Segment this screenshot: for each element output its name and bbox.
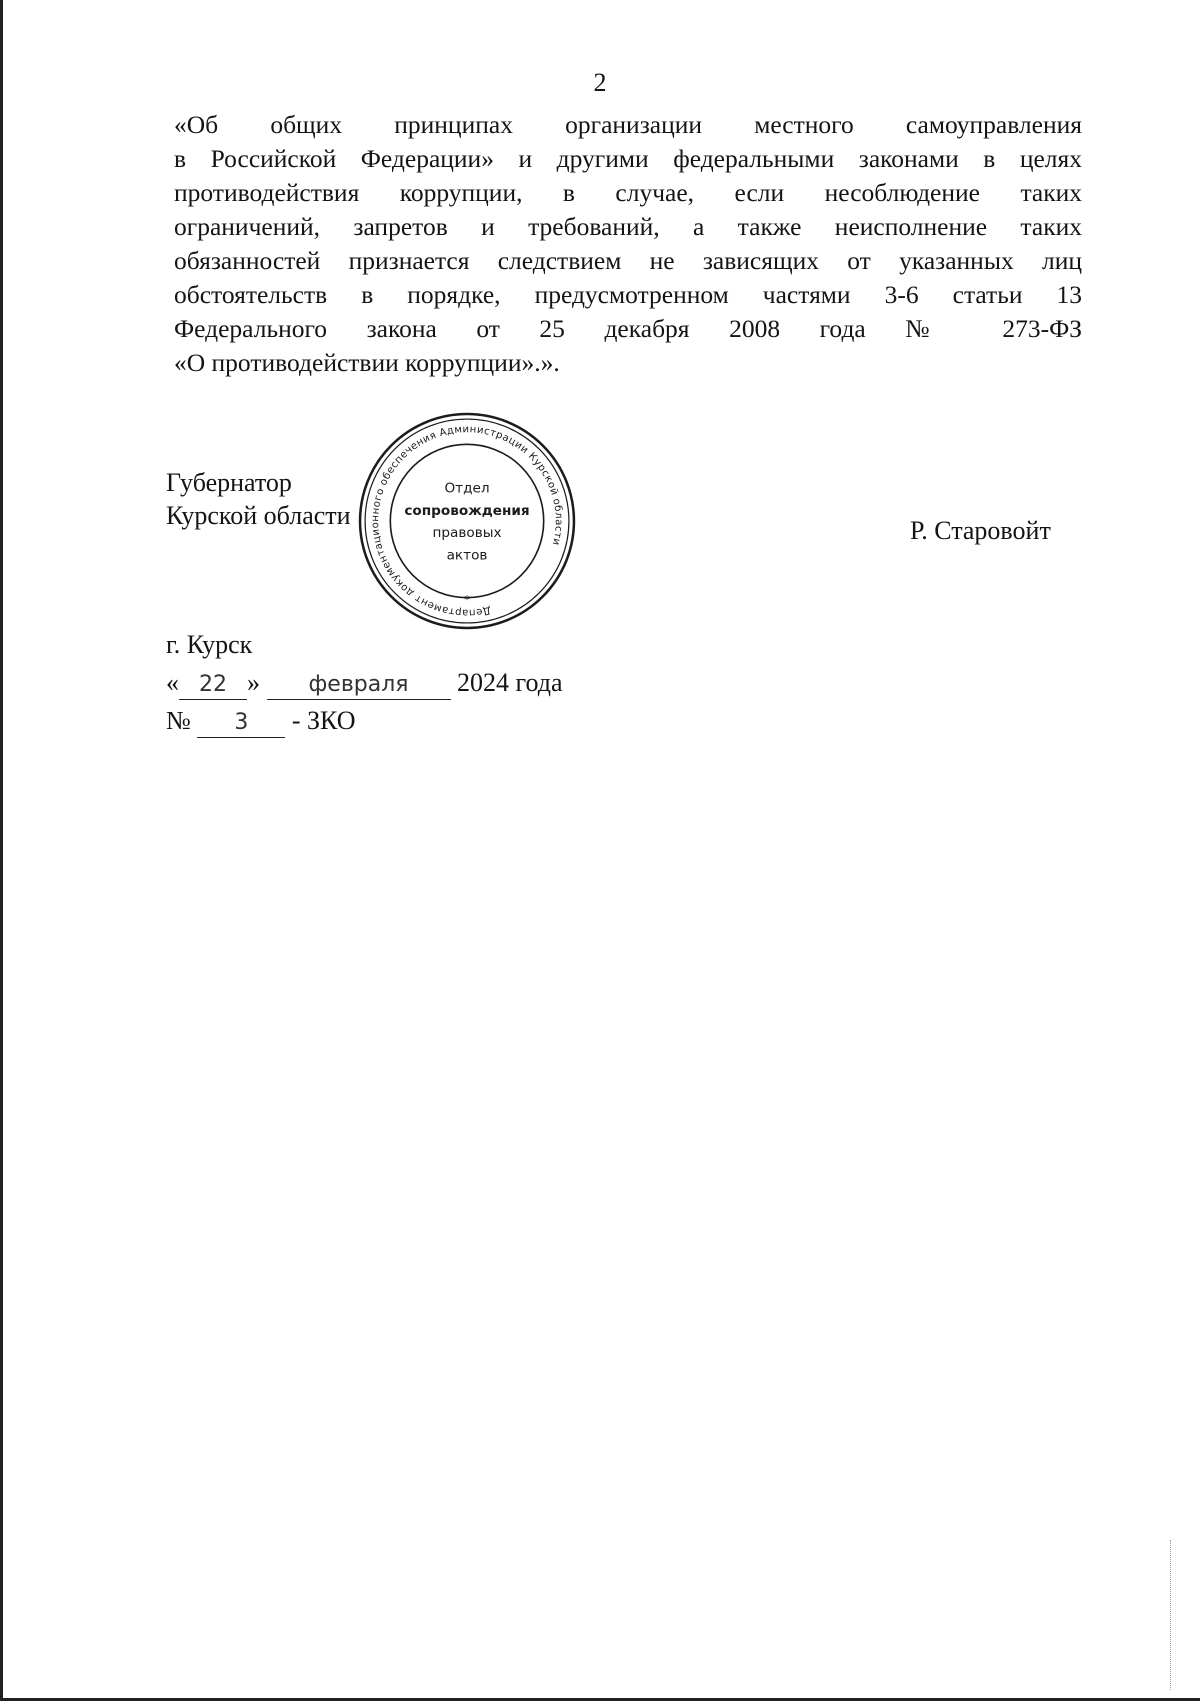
body-line: в Российской Федерации» и другими федеральными законами в целях bbox=[174, 144, 1082, 173]
official-stamp bbox=[356, 410, 578, 632]
body-line: противодействия коррупции, в случае, если несоблюдение таких bbox=[174, 178, 1082, 207]
body-line: «О противодействии коррупции».». bbox=[174, 348, 560, 377]
scan-margin-marks bbox=[1170, 1540, 1174, 1690]
date-month: февраля bbox=[267, 671, 451, 700]
date-line bbox=[166, 664, 563, 702]
stamp-center-line: правовых bbox=[432, 525, 502, 542]
body-line: обстоятельств в порядке, предусмотренном частями 3-6 статьи 13 bbox=[174, 280, 1082, 309]
quote-close: » bbox=[247, 668, 260, 697]
signatory-name: Р. Старовойт bbox=[910, 516, 1051, 545]
stamp-star: * bbox=[464, 593, 470, 607]
body-text bbox=[174, 108, 1082, 380]
date-year: 2024 года bbox=[457, 668, 563, 697]
stamp-ring-text: Департамент документационного обеспечения Администрации Курской области bbox=[370, 424, 564, 618]
stamp-center-line: Отдел bbox=[444, 480, 490, 497]
body-line: обязанностей признается следствием не зависящих от указанных лиц bbox=[174, 246, 1082, 275]
number-suffix: - ЗКО bbox=[291, 706, 356, 735]
stamp-center-line: актов bbox=[446, 547, 488, 564]
document-footer bbox=[166, 626, 563, 740]
signatory-region: Курской области bbox=[166, 501, 351, 530]
document-number: 3 bbox=[197, 709, 285, 738]
city-line: г. Курск bbox=[166, 630, 253, 659]
body-line: Федерального закона от 25 декабря 2008 года № 273-ФЗ bbox=[174, 314, 1082, 343]
scan-left-edge bbox=[0, 0, 3, 1701]
body-line: ограничений, запретов и требований, а также неисполнение таких bbox=[174, 212, 1082, 241]
date-day: 22 bbox=[179, 671, 247, 700]
quote-open: « bbox=[166, 668, 179, 697]
signatory-position bbox=[166, 466, 351, 532]
number-line bbox=[166, 702, 563, 740]
number-sign: № bbox=[166, 706, 191, 735]
stamp-center-line: сопровождения bbox=[404, 502, 530, 519]
signatory-title: Губернатор bbox=[166, 468, 292, 497]
body-line: «Об общих принципах организации местного самоуправления bbox=[174, 110, 1082, 139]
page-number: 2 bbox=[593, 68, 607, 97]
